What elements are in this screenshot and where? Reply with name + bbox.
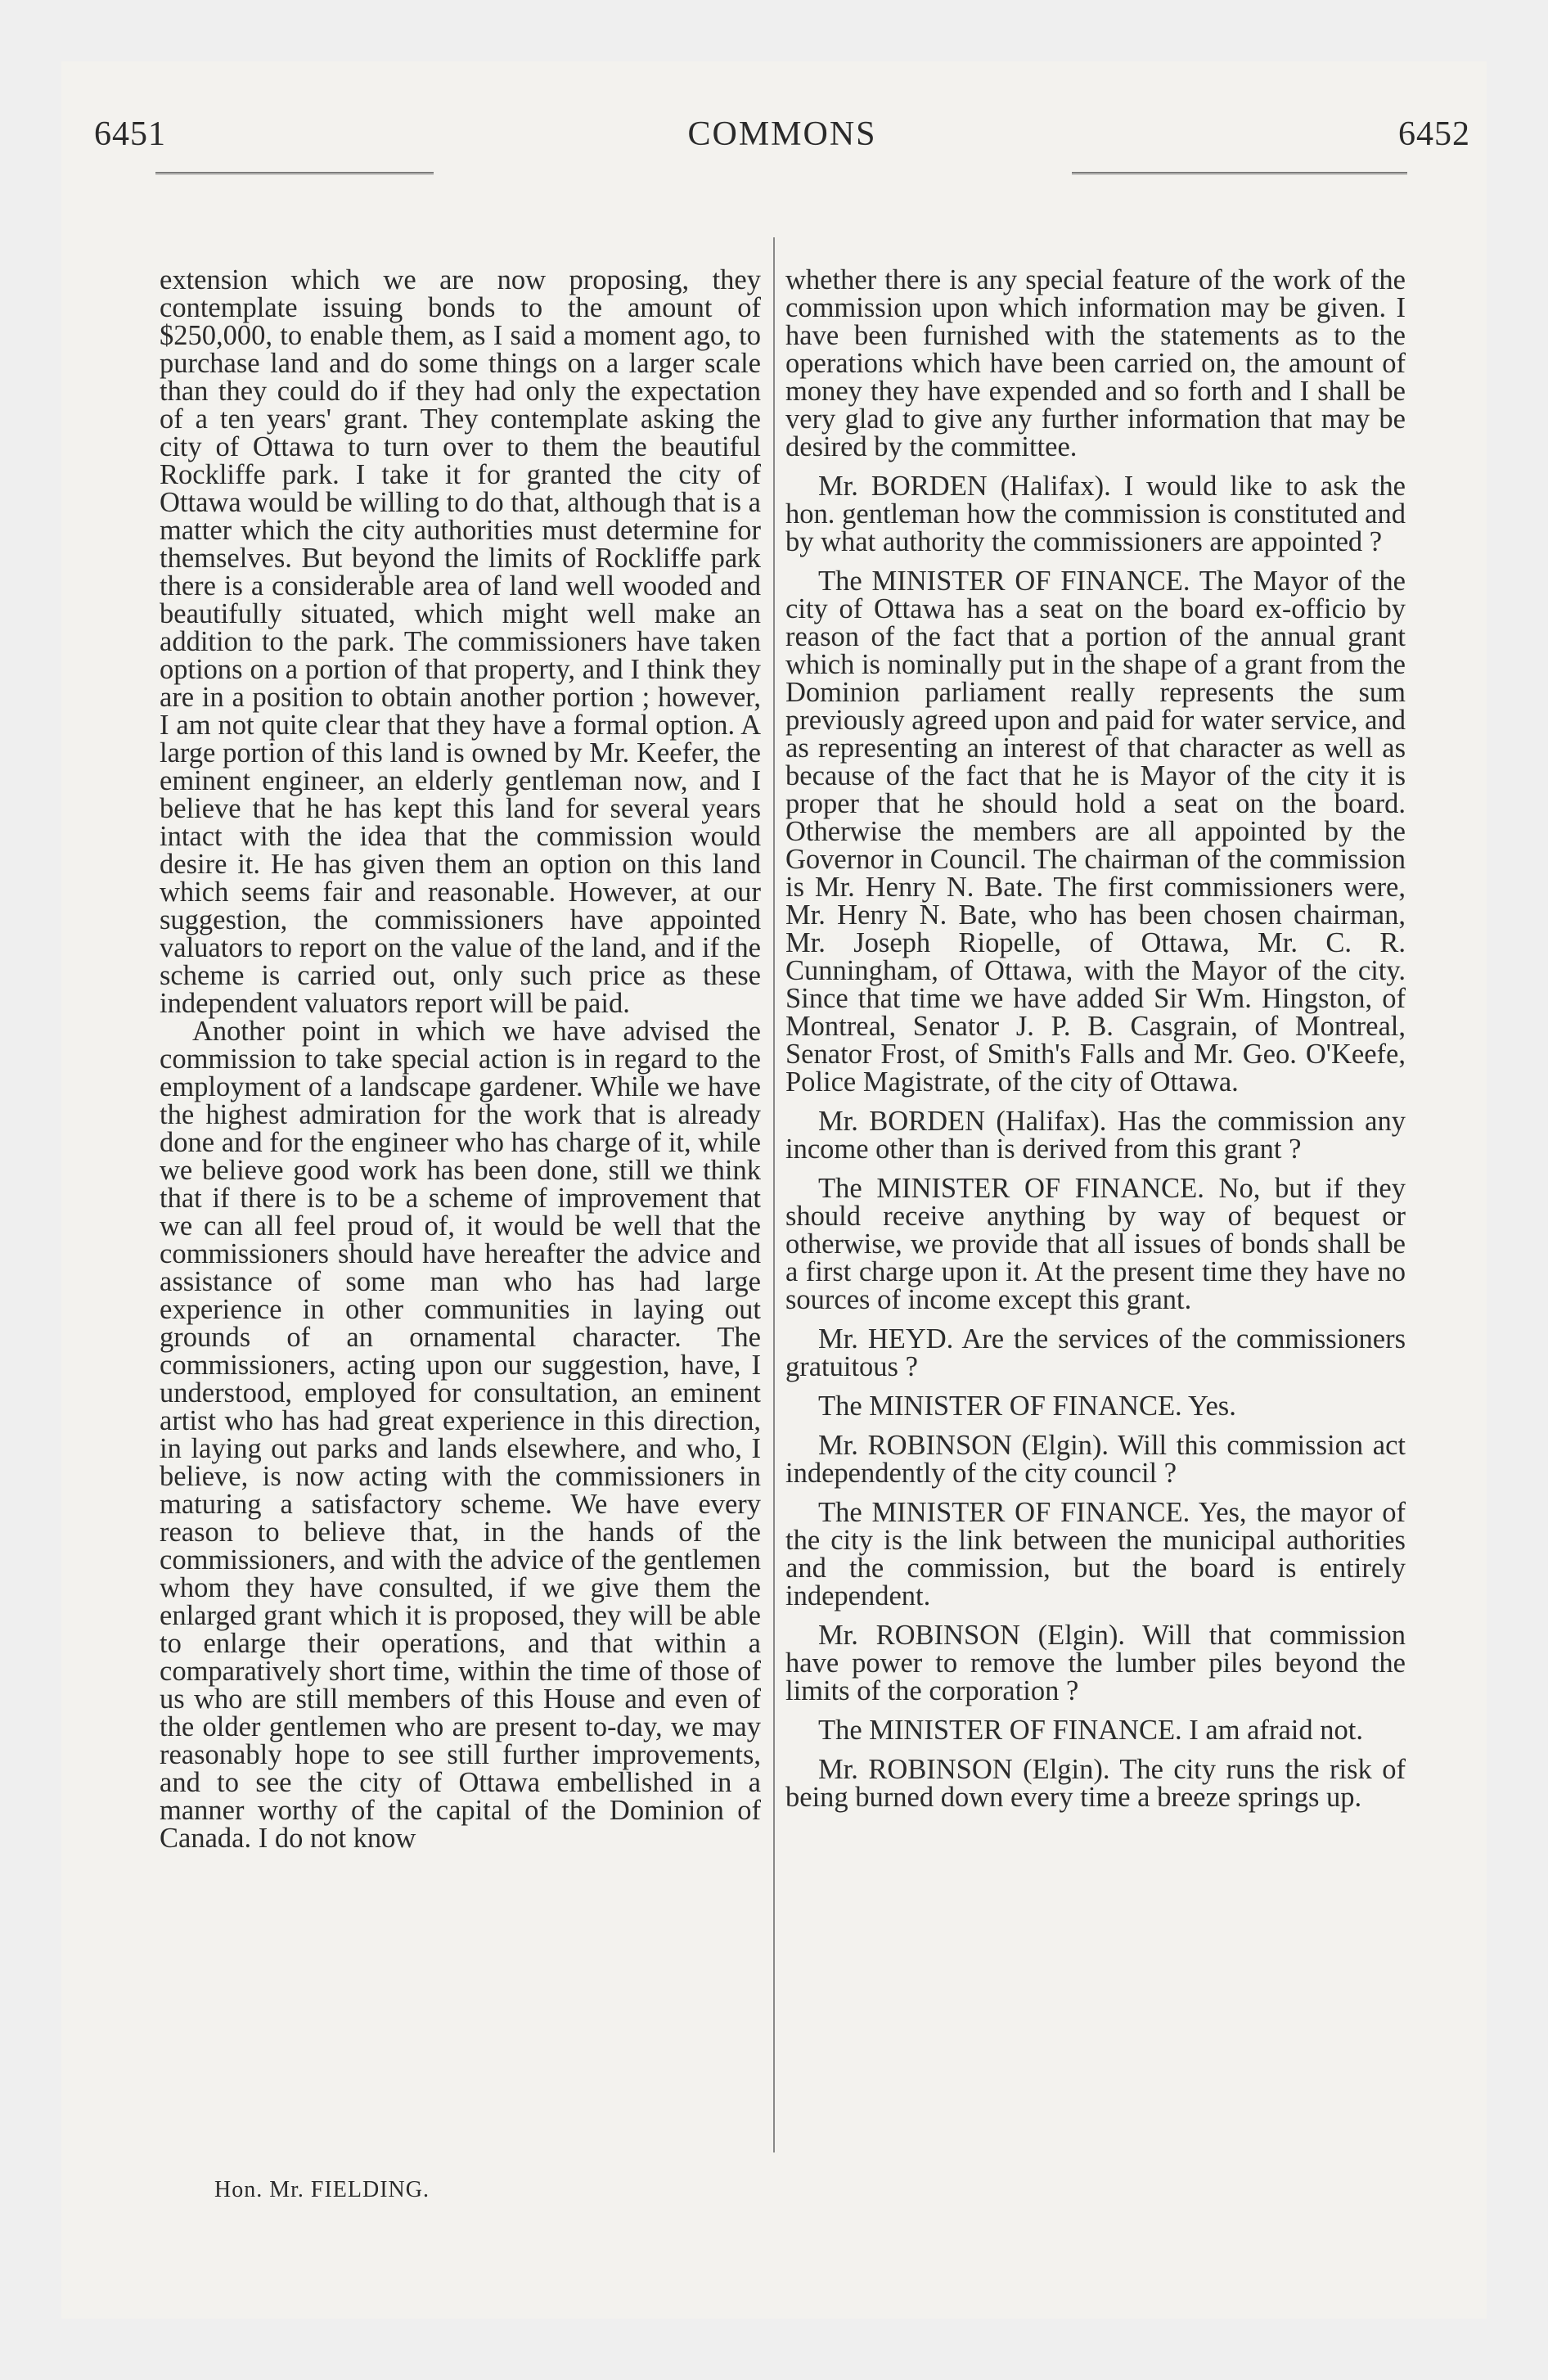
paragraph: The MINISTER OF FINANCE. I am afraid not. [818,1715,1363,1746]
right-column [785,266,1406,1811]
paragraph: The MINISTER OF FINANCE. Yes, the mayor of the city is the link between the municipal authorities and the commission, but the board is entirely independent. [785,1497,1406,1611]
paragraph: Another point in which we have advised the commission to take special action is in regard to the employment of a landscape gardener. While we have the highest admiration for the work that is already done and for the engineer who has charge of it, while we believe good work has been done, still we think that if there is to be a scheme of improvement that we can all feel proud of, it would be well that the commissioners should have hereafter the advice and assistance of some man who has had large experience in other communities in laying out grounds of an ornamental character. The commissioners, acting upon our suggestion, have, I understood, employed for consultation, an eminent artist who has had great experience in this direction, in laying out parks and lands elsewhere, and who, I believe, is now acting with the commissioners in maturing a satisfactory scheme. We have every reason to believe that, in the hands of the commissioners, and with the advice of the gentlemen whom they have consulted, if we give them the enlarged grant which it is proposed, they will be able to enlarge their operations, and that within a comparatively short time, within the time of those of us who are still members of this House and even of the older gentlemen who are present to-day, we may reasonably hope to see still further improvements, and to see the city of Ottawa embellished in a manner worthy of the capital of the Dominion of Canada. I do not know [160,1016,761,1854]
paragraph: Mr. ROBINSON (Elgin). The city runs the risk of being burned down every time a breeze springs up. [785,1754,1406,1813]
footer-speaker: Hon. Mr. FIELDING. [214,2177,430,2202]
left-column [160,266,761,1852]
column-divider [773,237,775,2152]
paragraph: whether there is any special feature of the work of the commission upon which information may be given. I have been furnished with the statements as to the operations which have been carried on, the amount of money they have expended and so forth and I shall be very glad to give any further information that may be desired by the committee. [785,264,1406,462]
paragraph: Mr. BORDEN (Halifax). Has the commission any income other than is derived from this grant ? [785,1106,1406,1165]
page-number-left: 6451 [94,115,166,153]
header-rule-right [1072,172,1407,186]
paragraph: Mr. ROBINSON (Elgin). Will that commission have power to remove the lumber piles beyond the limits of the corporation ? [785,1620,1406,1706]
paragraph: The MINISTER OF FINANCE. No, but if they should receive anything by way of bequest or otherwise, we provide that all issues of bonds shall be a first charge upon it. At the present time they have no sources of income except this grant. [785,1173,1406,1315]
header-title: COMMONS [687,115,877,153]
paragraph: The MINISTER OF FINANCE. Yes. [818,1391,1236,1422]
paragraph: extension which we are now proposing, they contemplate issuing bonds to the amount of $250,000, to enable them, as I said a moment ago, to purchase land and do some things on a larger scale than they could do if they had only the expectation of a ten years' grant. They contemplate asking the city of Ottawa to turn over to them the beautiful Rockliffe park. I take it for granted the city of Ottawa would be willing to do that, although that is a matter which the city authorities must determine for themselves. But beyond the limits of Rockliffe park there is a considerable area of land well wooded and beautifully situated, which might well make an addition to the park. The commissioners have taken options on a portion of that property, and I think they are in a position to obtain another portion ; however, I am not quite clear that they have a formal option. A large portion of this land is owned by Mr. Keefer, the eminent engineer, an elderly gentleman now, and I believe that he has kept this land for several years intact with the idea that the commission would desire it. He has given them an option on this land which seems fair and reasonable. However, at our suggestion, the commissioners have appointed valuators to report on the value of the land, and if the scheme is carried out, only such price as these independent valuators report will be paid. [160,264,761,1019]
paragraph: Mr. ROBINSON (Elgin). Will this commission act independently of the city council ? [785,1430,1406,1489]
page-header [94,115,1470,164]
paragraph: Mr. HEYD. Are the services of the commissioners gratuitous ? [785,1323,1406,1382]
paragraph: Mr. BORDEN (Halifax). I would like to ask the hon. gentleman how the commission is constituted and by what authority the commissioners are appointed ? [785,471,1406,557]
paragraph: The MINISTER OF FINANCE. The Mayor of the city of Ottawa has a seat on the board ex-officio by reason of the fact that a portion of the annual grant which is nominally put in the shape of a grant from the Dominion parliament really represents the sum previously agreed upon and paid for water service, and as representing an interest of that character as well as because of the fact that he is Mayor of the city it is proper that he should hold a seat on the board. Otherwise the members are all appointed by the Governor in Council. The chairman of the commission is Mr. Henry N. Bate. The first commissioners were, Mr. Henry N. Bate, who has been chosen chairman, Mr. Joseph Riopelle, of Ottawa, Mr. C. R. Cunningham, of Ottawa, with the Mayor of the city. Since that time we have added Sir Wm. Hingston, of Montreal, Senator J. P. B. Casgrain, of Montreal, Senator Frost, of Smith's Falls and Mr. Geo. O'Keefe, Police Magistrate, of the city of Ottawa. [785,566,1406,1098]
header-rule-left [155,172,434,186]
page-number-right: 6452 [1398,115,1470,153]
